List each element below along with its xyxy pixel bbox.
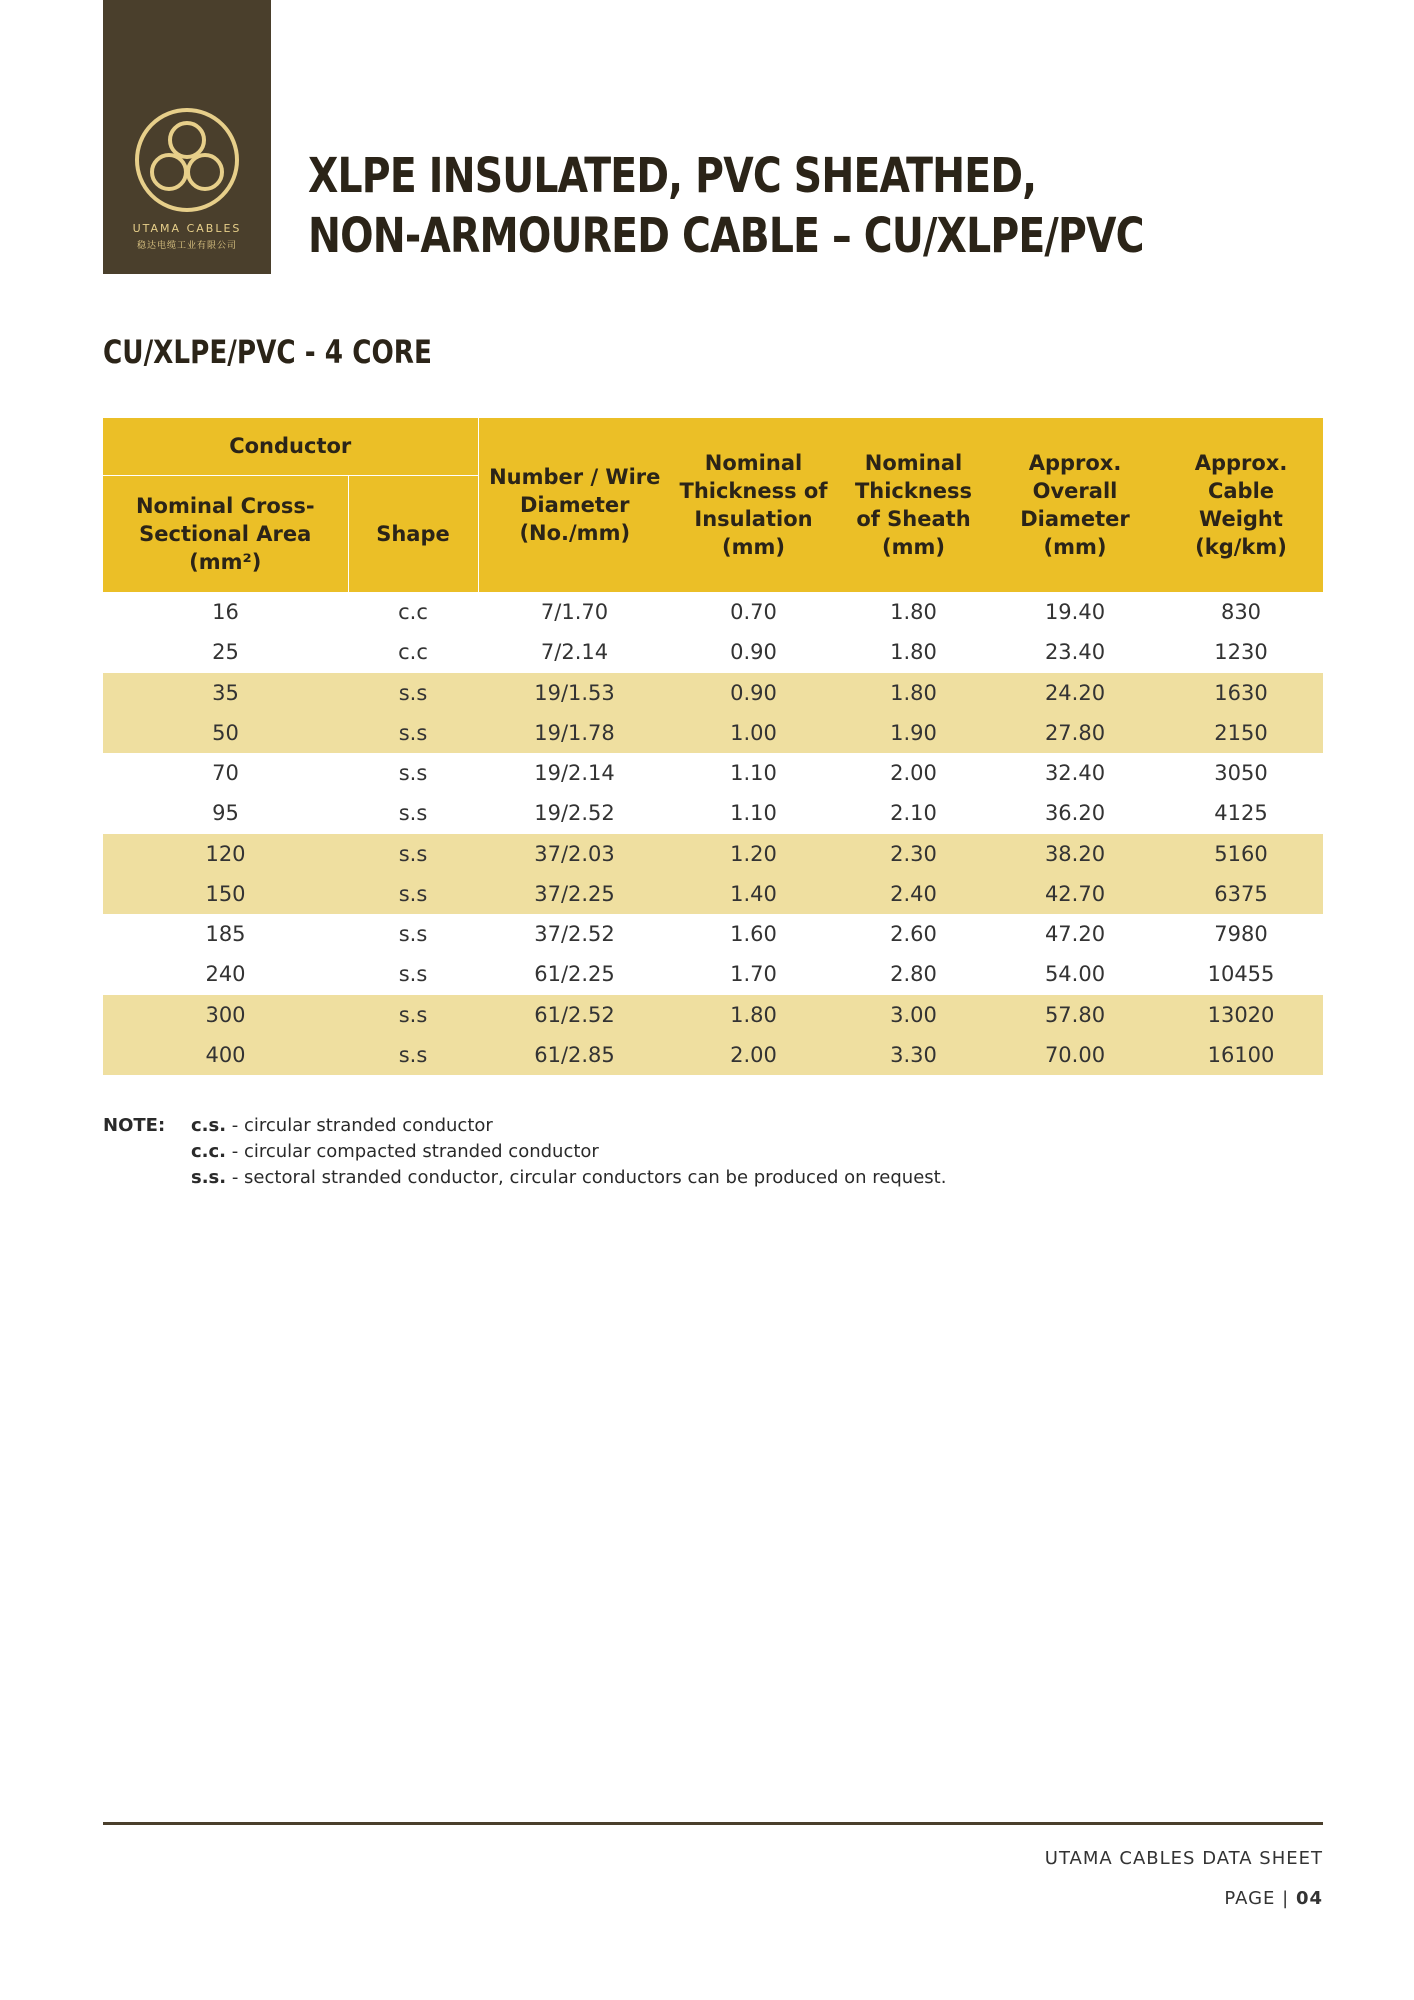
cell-insulation: 1.10 xyxy=(730,801,777,825)
cell-weight: 1230 xyxy=(1214,640,1268,664)
header-sheath-thickness: Nominal Thickness of Sheath (mm) xyxy=(836,418,991,592)
section-subtitle: CU/XLPE/PVC - 4 CORE xyxy=(103,333,432,371)
page-prefix: PAGE | xyxy=(1224,1888,1296,1909)
cell-weight: 1630 xyxy=(1159,673,1323,714)
cell-sheath: 1.80 xyxy=(836,673,991,714)
cell-insulation: 1.80 xyxy=(671,995,836,1036)
cell-area: 50 xyxy=(103,713,348,753)
cell-area: 300 xyxy=(103,995,348,1036)
cell-weight: 3050 xyxy=(1214,761,1268,785)
cell-wire-diameter: 19/1.78 xyxy=(478,713,671,753)
table-body xyxy=(103,592,1323,1075)
cell-sheath: 1.90 xyxy=(836,713,991,753)
cell-weight: 16100 xyxy=(1159,1035,1323,1075)
table-row xyxy=(103,954,1323,995)
cell-wire-diameter: 19/2.14 xyxy=(534,761,615,785)
cell-shape: s.s xyxy=(348,995,478,1036)
cell-wire-diameter: 7/2.14 xyxy=(540,640,609,664)
cell-weight: 5160 xyxy=(1159,834,1323,875)
table-row xyxy=(103,834,1323,875)
cell-overall-diameter: 36.20 xyxy=(1044,801,1106,825)
brand-logo xyxy=(103,0,271,274)
header-shape: Shape xyxy=(348,475,478,592)
cell-shape: s.s xyxy=(398,962,428,986)
cell-overall-diameter: 23.40 xyxy=(1044,640,1106,664)
cell-overall-diameter: 27.80 xyxy=(991,713,1159,753)
cell-sheath: 3.00 xyxy=(836,995,991,1036)
cell-insulation: 1.00 xyxy=(671,713,836,753)
cell-sheath: 1.80 xyxy=(890,640,937,664)
cell-overall-diameter: 42.70 xyxy=(991,874,1159,914)
cell-insulation: 1.10 xyxy=(730,761,777,785)
cell-shape: s.s xyxy=(348,713,478,753)
notes-list xyxy=(191,1113,946,1191)
table-row xyxy=(103,632,1323,673)
cell-sheath: 2.80 xyxy=(890,962,937,986)
cell-overall-diameter: 54.00 xyxy=(1044,962,1106,986)
cell-weight: 10455 xyxy=(1207,962,1275,986)
table-row xyxy=(103,874,1323,914)
cell-insulation: 0.90 xyxy=(730,640,777,664)
cell-sheath: 3.30 xyxy=(836,1035,991,1075)
cell-insulation: 0.70 xyxy=(730,600,777,624)
cell-shape: s.s xyxy=(398,801,428,825)
cell-insulation: 1.40 xyxy=(671,874,836,914)
cell-wire-diameter: 61/2.25 xyxy=(534,962,615,986)
cell-overall-diameter: 70.00 xyxy=(991,1035,1159,1075)
cell-shape: s.s xyxy=(398,761,428,785)
cable-cross-section-logo-icon xyxy=(131,105,243,215)
cell-sheath: 2.60 xyxy=(890,922,937,946)
cell-area: 150 xyxy=(103,874,348,914)
cell-sheath: 2.30 xyxy=(836,834,991,875)
note-text: - sectoral stranded conductor, circular conductors can be produced on request. xyxy=(226,1167,947,1188)
table-row xyxy=(103,793,1323,834)
brand-name: UTAMA CABLES xyxy=(132,222,242,235)
cell-weight: 6375 xyxy=(1159,874,1323,914)
note-text: - circular stranded conductor xyxy=(226,1115,493,1136)
cell-shape: s.s xyxy=(348,1035,478,1075)
cell-insulation: 0.90 xyxy=(671,673,836,714)
cell-wire-diameter: 37/2.25 xyxy=(478,874,671,914)
note-item xyxy=(191,1113,946,1139)
table-row xyxy=(103,995,1323,1036)
cell-weight: 7980 xyxy=(1214,922,1268,946)
table-row xyxy=(103,673,1323,714)
cell-overall-diameter: 57.80 xyxy=(991,995,1159,1036)
cell-weight: 2150 xyxy=(1159,713,1323,753)
cell-area: 185 xyxy=(205,922,246,946)
cell-overall-diameter: 32.40 xyxy=(1044,761,1106,785)
header-insulation-thickness: Nominal Thickness of Insulation (mm) xyxy=(671,418,836,592)
cell-sheath: 2.10 xyxy=(890,801,937,825)
cell-weight: 13020 xyxy=(1159,995,1323,1036)
brand-name-cn: 稳达电缆工业有限公司 xyxy=(136,241,237,251)
note-code: c.s. xyxy=(191,1115,227,1136)
cell-overall-diameter: 19.40 xyxy=(1044,600,1106,624)
cell-wire-diameter: 37/2.52 xyxy=(534,922,615,946)
page-title: XLPE INSULATED, PVC SHEATHED, NON-ARMOURED CABLE – CU/XLPE/PVC xyxy=(308,148,1144,264)
table-row xyxy=(103,592,1323,632)
cell-wire-diameter: 19/1.53 xyxy=(478,673,671,714)
footer-doc-label: UTAMA CABLES DATA SHEET xyxy=(1044,1848,1323,1869)
cell-area: 400 xyxy=(103,1035,348,1075)
note-item xyxy=(191,1139,946,1165)
cell-wire-diameter: 61/2.85 xyxy=(478,1035,671,1075)
cell-sheath: 2.40 xyxy=(836,874,991,914)
cell-area: 95 xyxy=(212,801,239,825)
cell-overall-diameter: 47.20 xyxy=(1044,922,1106,946)
notes-label: NOTE: xyxy=(103,1115,166,1136)
cell-area: 35 xyxy=(103,673,348,714)
note-item xyxy=(191,1165,946,1191)
note-code: s.s. xyxy=(191,1167,227,1188)
cell-insulation: 1.60 xyxy=(730,922,777,946)
footer-divider xyxy=(103,1822,1323,1825)
table-row xyxy=(103,753,1323,793)
note-text: - circular compacted stranded conductor xyxy=(226,1141,599,1162)
cell-area: 70 xyxy=(212,761,239,785)
table-row xyxy=(103,1035,1323,1075)
cell-insulation: 1.70 xyxy=(730,962,777,986)
cell-shape: c.c xyxy=(398,600,428,624)
footer-page xyxy=(1224,1888,1323,1909)
note-code: c.c. xyxy=(191,1141,227,1162)
header-wire-diameter: Number / Wire Diameter (No./mm) xyxy=(478,418,671,592)
cell-weight: 830 xyxy=(1220,600,1262,624)
cable-spec-table xyxy=(103,418,1323,1075)
cell-wire-diameter: 7/1.70 xyxy=(540,600,609,624)
cell-sheath: 1.80 xyxy=(890,600,937,624)
table-row xyxy=(103,914,1323,954)
cell-area: 16 xyxy=(212,600,239,624)
cell-wire-diameter: 61/2.52 xyxy=(478,995,671,1036)
cell-area: 240 xyxy=(205,962,246,986)
header-conductor-group: Conductor xyxy=(103,418,478,475)
header-cable-weight: Approx. Cable Weight (kg/km) xyxy=(1159,418,1323,592)
table-row xyxy=(103,713,1323,753)
cell-area: 120 xyxy=(103,834,348,875)
page-number: 04 xyxy=(1295,1888,1323,1909)
cell-wire-diameter: 19/2.52 xyxy=(534,801,615,825)
cell-shape: s.s xyxy=(348,673,478,714)
cell-shape: s.s xyxy=(348,834,478,875)
cell-overall-diameter: 24.20 xyxy=(991,673,1159,714)
header-overall-diameter: Approx. Overall Diameter (mm) xyxy=(991,418,1159,592)
header-cross-sectional-area: Nominal Cross-Sectional Area (mm²) xyxy=(103,475,348,592)
cell-overall-diameter: 38.20 xyxy=(991,834,1159,875)
cell-insulation: 1.20 xyxy=(671,834,836,875)
cell-shape: s.s xyxy=(348,874,478,914)
cell-wire-diameter: 37/2.03 xyxy=(478,834,671,875)
cell-weight: 4125 xyxy=(1214,801,1268,825)
cell-shape: s.s xyxy=(398,922,428,946)
cell-sheath: 2.00 xyxy=(890,761,937,785)
cell-insulation: 2.00 xyxy=(671,1035,836,1075)
cell-area: 25 xyxy=(212,640,239,664)
cell-shape: c.c xyxy=(398,640,428,664)
